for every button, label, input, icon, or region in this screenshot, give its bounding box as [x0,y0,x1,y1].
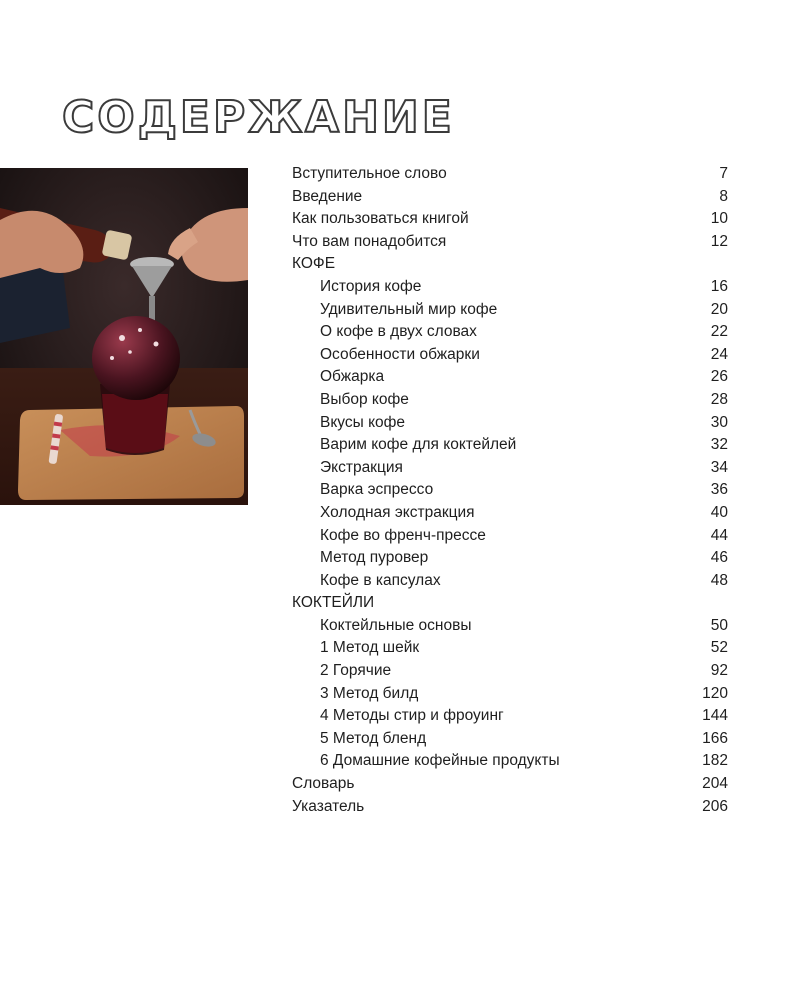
toc-page-number: 92 [710,662,728,680]
toc-page-number: 204 [702,775,728,793]
toc-entry-label: 6 Домашние кофейные продукты [320,752,560,770]
toc-page-number: 22 [710,323,728,341]
toc-section-heading [292,592,728,615]
toc-page-number: 26 [710,368,728,386]
table-of-contents [292,163,728,818]
toc-entry [292,366,728,389]
toc-entry [292,750,728,773]
toc-entry-label: Вкусы кофе [320,413,406,431]
toc-entry [292,547,728,570]
toc-page-number: 144 [702,707,728,725]
toc-entry-label: КОФЕ [292,255,336,273]
toc-entry [292,186,728,209]
toc-page-number: 166 [702,729,728,747]
toc-entry [292,660,728,683]
toc-section-heading [292,253,728,276]
toc-entry-label: История кофе [320,277,422,295]
toc-entry [292,163,728,186]
toc-entry-label: Выбор кофе [320,390,409,408]
toc-page-number: 32 [710,436,728,454]
toc-page-number: 8 [719,187,728,205]
toc-entry-label: Словарь [292,775,355,793]
toc-page-number: 52 [710,639,728,657]
toc-entry-label: Варка эспрессо [320,481,434,499]
toc-entry-label: 2 Горячие [320,662,392,680]
toc-entry-label: Обжарка [320,368,385,386]
toc-entry [292,299,728,322]
toc-entry [292,344,728,367]
toc-entry-label: Экстракция [320,458,403,476]
toc-entry [292,683,728,706]
toc-entry [292,796,728,819]
toc-page-number: 36 [710,481,728,499]
toc-entry [292,502,728,525]
toc-page-number: 46 [710,549,728,567]
toc-page-number: 48 [710,571,728,589]
toc-page-number: 7 [719,165,728,182]
toc-page-number: 182 [702,752,728,770]
toc-entry-label: 5 Метод бленд [320,729,427,747]
toc-entry-label: КОКТЕЙЛИ [292,594,375,612]
toc-page-number: 28 [710,390,728,408]
page-title: СОДЕРЖАНИЕ [62,92,455,143]
toc-entry-label: Метод пуровер [320,549,429,567]
toc-page-number: 20 [710,300,728,318]
toc-page-number: 10 [710,210,728,228]
toc-entry [292,434,728,457]
toc-entry [292,570,728,593]
toc-entry [292,321,728,344]
toc-entry-label: Холодная экстракция [320,503,475,521]
toc-entry-label: Коктейльные основы [320,616,472,634]
toc-page-number: 40 [710,503,728,521]
toc-entry [292,637,728,660]
toc-entry [292,389,728,412]
toc-page-number: 120 [702,684,728,702]
toc-entry [292,276,728,299]
toc-entry-label: Особенности обжарки [320,345,480,363]
toc-entry-label: Варим кофе для коктейлей [320,436,517,454]
toc-entry-label: Вступительное слово [292,165,447,182]
toc-page-number: 24 [710,345,728,363]
toc-entry-label: Кофе во френч-прессе [320,526,486,544]
toc-entry-label: О кофе в двух словах [320,323,477,341]
toc-page-number: 16 [710,277,728,295]
coffee-cocktail-photo [0,168,248,505]
toc-entry [292,773,728,796]
toc-page-number: 34 [710,458,728,476]
toc-entry-label: Введение [292,187,363,205]
toc-entry [292,231,728,254]
toc-entry-label: Удивительный мир кофе [320,300,498,318]
toc-entry [292,412,728,435]
toc-page-number: 12 [710,232,728,250]
toc-page-number: 206 [702,797,728,815]
toc-page-number: 50 [710,616,728,634]
toc-page-number: 30 [710,413,728,431]
toc-entry-label: Что вам понадобится [292,232,447,250]
toc-entry [292,457,728,480]
toc-entry [292,705,728,728]
toc-entry [292,615,728,638]
toc-page-number: 44 [710,526,728,544]
toc-entry-label: Как пользоваться книгой [292,210,469,228]
toc-entry [292,525,728,548]
toc-entry-label: Указатель [292,797,365,815]
toc-entry [292,208,728,231]
toc-entry-label: 1 Метод шейк [320,639,420,657]
toc-entry-label: 4 Методы стир и фроуинг [320,707,504,725]
toc-entry [292,479,728,502]
toc-entry-label: 3 Метод билд [320,684,419,702]
toc-entry-label: Кофе в капсулах [320,571,441,589]
toc-entry [292,728,728,751]
